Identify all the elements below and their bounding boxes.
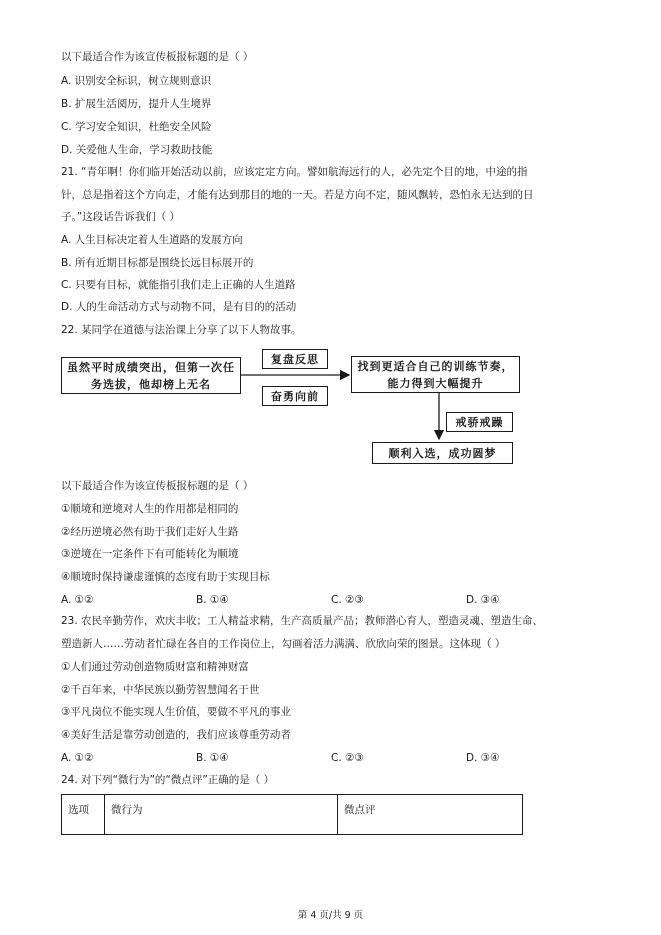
q23-option-c: C. ②③ [331,752,364,764]
q23-option-a: A. ①② [61,752,94,764]
q23-statement-3: ③平凡岗位不能实现人生价值，要做不平凡的事业 [61,706,291,718]
q21-option-c: C. 只要有目标，就能指引我们走上正确的人生道路 [61,279,296,291]
diagram-step-humble: 戒骄戒躁 [446,412,513,432]
q23-stem-line-2: 塑造新人……劳动者忙碌在各自的工作岗位上，勾画着活力满满、欣欣向荣的图景。这体现（ ） [61,638,506,650]
q22-statement-2: ②经历逆境必然有助于我们走好人生路 [61,526,239,538]
q22-options-row [61,593,521,607]
q22-option-c: C. ②③ [331,594,364,606]
q24-stem: 24. 对下列“微行为”的“微点评”正确的是（ ） [61,774,275,786]
q23-statement-1: ①人们通过劳动创造物质财富和精神财富 [61,661,249,673]
q22-statement-1: ①顺境和逆境对人生的作用都是相同的 [61,503,239,515]
diagram-step-reflect: 复盘反思 [262,349,328,369]
q22-title-question: 以下最适合作为该宣传板报标题的是（ ） [61,480,254,492]
q23-statement-4: ④美好生活是靠劳动创造的，我们应该尊重劳动者 [61,729,291,741]
q20-option-b: B. 扩展生活阅历，提升人生境界 [61,98,212,110]
q23-stem-line-1: 23. 农民辛勤劳作，欢庆丰收；工人精益求精，生产高质量产品；教师潜心育人，塑造灵魂、塑造生命、 [61,615,544,627]
q23-options-row [61,751,521,765]
q24-table [61,794,523,835]
q21-stem-line-3: 子。”这段话告诉我们（ ） [61,211,181,223]
table-header-option: 选项 [62,795,105,835]
q22-option-d: D. ③④ [466,594,500,606]
q21-option-d: D. 人的生命活动方式与动物不同，是有目的的活动 [61,301,297,313]
q21-option-b: B. 所有近期目标都是围绕长远目标展开的 [61,257,254,269]
page-footer: 第 4 页/共 9 页 [297,910,364,921]
q21-stem-line-1: 21. “青年啊！你们临开始活动以前，应该定定方向。譬如航海远行的人，必先定个目的地，中途的指 [61,166,528,178]
table-row [62,795,523,835]
q22-statement-3: ③逆境在一定条件下有可能转化为顺境 [61,548,239,560]
q20-option-a: A. 识别安全标识，树立规则意识 [61,75,212,87]
q21-option-a: A. 人生目标决定着人生道路的发展方向 [61,234,243,246]
q20-option-c: C. 学习安全知识，杜绝安全风险 [61,121,212,133]
q22-stem: 22. 某同学在道德与法治课上分享了以下人物故事。 [61,324,302,336]
diagram-end-box: 顺利入选，成功圆梦 [372,442,513,464]
q23-option-b: B. ①④ [196,752,229,764]
table-header-micro-behavior: 微行为 [105,795,338,835]
q20-option-d: D. 关爱他人生命，学习救助技能 [61,144,213,156]
q22-statement-4: ④顺境时保持谦虚谨慎的态度有助于实现目标 [61,571,270,583]
q23-statement-2: ②千百年来，中华民族以勤劳智慧闻名于世 [61,684,260,696]
diagram-step-forward: 奋勇向前 [262,386,328,406]
q22-option-b: B. ①④ [196,594,229,606]
diagram-start-box: 虽然平时成绩突出，但第一次任务选拔，他却榜上无名 [61,357,241,394]
q23-option-d: D. ③④ [466,752,500,764]
q22-option-a: A. ①② [61,594,94,606]
q20-stem: 以下最适合作为该宣传板报标题的是（ ） [61,51,254,63]
table-header-micro-comment: 微点评 [338,795,523,835]
q21-stem-line-2: 针，总是指着这个方向走，才能有达到那目的地的一天。若是方向不定，随风飘转，恐怕永无达到的日 [61,189,534,201]
diagram-middle-box: 找到更适合自己的训练节奏，能力得到大幅提升 [351,356,520,393]
